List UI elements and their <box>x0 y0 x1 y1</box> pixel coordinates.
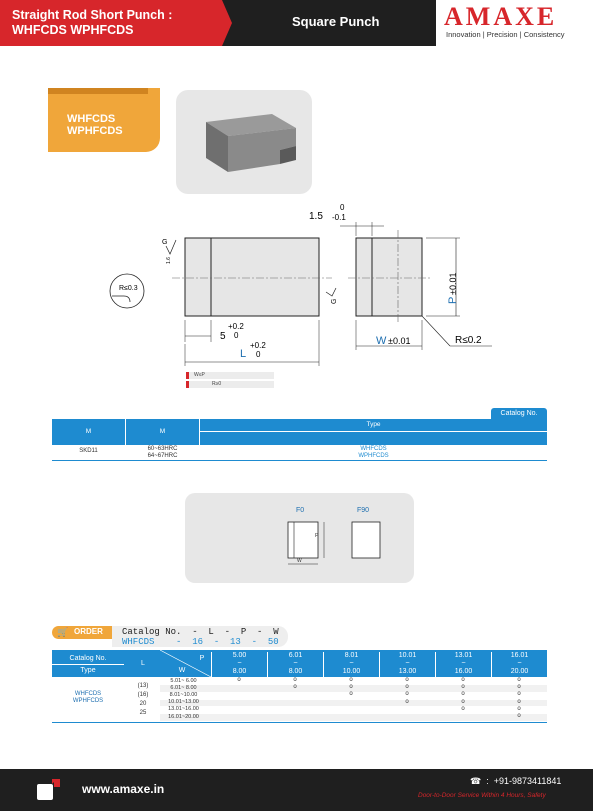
corner-diagonal <box>160 650 211 677</box>
w-range-cell: 13.01~16.00 <box>168 706 199 713</box>
dim-l-upper: +0.2 <box>250 341 266 350</box>
availability-mark: o <box>405 691 409 698</box>
p-range-tilde: ~ <box>349 660 354 667</box>
type-value-2: WPHFCDS <box>72 698 104 704</box>
legend-marker <box>186 381 189 388</box>
dim-5: 5 <box>220 331 226 342</box>
p-range-tilde: ~ <box>405 660 410 667</box>
form-w-label: W <box>297 558 302 564</box>
page-title <box>12 8 227 38</box>
l-value: 25 <box>139 710 147 716</box>
l-header: L <box>141 660 145 667</box>
w-header: W <box>178 667 186 674</box>
brand-logo: AMAXE <box>444 2 558 31</box>
hardness-value-1: 60~63HRC <box>147 446 178 452</box>
header-divider <box>200 431 547 432</box>
table-row <box>160 714 547 721</box>
availability-mark: o <box>461 677 465 683</box>
availability-mark: o <box>349 691 353 698</box>
type-value-2: WPHFCDS <box>358 453 389 459</box>
availability-mark: o <box>349 677 353 683</box>
product-photo <box>176 90 312 194</box>
type-header: Type <box>80 667 96 674</box>
availability-mark: o <box>461 684 465 691</box>
phone-number: +91-9873411841 <box>493 776 562 786</box>
radius-detail-label: R≤0.3 <box>119 285 138 292</box>
dim-p-tol: ±0.01 <box>448 272 458 295</box>
legend-row <box>186 381 274 388</box>
product-tag-line1: WHFCDS <box>67 113 116 125</box>
w-range-cell: 8.01~10.00 <box>169 691 198 698</box>
page-title-line2: WHFCDS WPHFCDS <box>12 23 134 37</box>
dim-1-5-upper: 0 <box>340 203 345 212</box>
w-range-cell: 6.01~ 8.00 <box>170 684 197 691</box>
p-range-from: 13.01 <box>454 652 473 659</box>
w-range-cell: 5.01~ 6.00 <box>170 677 197 684</box>
roughness-value: 1.6 <box>166 257 172 264</box>
w-range-cell: 16.01~20.00 <box>168 713 199 720</box>
header-divider <box>52 664 124 665</box>
type-col-header: Type <box>366 421 381 428</box>
form-f0-label: F0 <box>296 507 305 514</box>
hardness-col-header: M <box>159 428 166 435</box>
product-tag-accent <box>48 88 148 94</box>
type-value-1: WHFCDS <box>74 691 102 697</box>
p-range-tilde: ~ <box>517 660 522 667</box>
punch-illustration <box>176 90 312 194</box>
l-value: (13) <box>137 683 149 689</box>
hardness-value-2: 64~67HRC <box>147 453 178 459</box>
page-title-line1: Straight Rod Short Punch : <box>12 8 173 22</box>
availability-mark: o <box>293 677 297 683</box>
website-link[interactable]: www.amaxe.in <box>82 782 165 796</box>
p-range-from: 5.00 <box>232 652 247 659</box>
form-f90-label: F90 <box>357 507 370 514</box>
phone-icon: ☎ <box>470 776 482 786</box>
share-arrow-icon <box>36 776 62 802</box>
radius-label: R≤0.2 <box>455 335 482 346</box>
availability-mark: o <box>461 698 465 705</box>
order-label: ORDER <box>74 627 103 636</box>
p-range-to: 13.00 <box>398 668 417 675</box>
p-range-to: 8.00 <box>232 668 247 675</box>
dim-w: W <box>376 335 387 347</box>
type-value-1: WHFCDS <box>360 446 387 452</box>
material-col-header: M <box>85 428 92 435</box>
dim-1-5: 1.5 <box>309 211 323 222</box>
legend-text: W≤P <box>194 372 205 378</box>
availability-mark: o <box>349 684 353 691</box>
legend-row <box>186 372 274 379</box>
availability-mark: o <box>517 691 521 698</box>
availability-mark: o <box>293 684 297 691</box>
section-title: Square Punch <box>292 14 380 29</box>
p-range-to: 10.00 <box>342 668 361 675</box>
dim-5-upper: +0.2 <box>228 322 244 331</box>
legend-text: R≥0 <box>212 381 222 387</box>
p-range-header <box>267 652 323 677</box>
g-mark-top: G <box>162 239 168 246</box>
w-range-cell: 10.01~13.00 <box>168 699 199 706</box>
dim-1-5-lower: -0.1 <box>332 213 346 222</box>
l-value: (16) <box>137 692 149 698</box>
catalog-header: Catalog No. <box>69 655 107 662</box>
p-range-from: 6.01 <box>288 652 303 659</box>
availability-mark: o <box>517 713 521 719</box>
legend-box <box>186 372 274 388</box>
l-value: 20 <box>139 701 147 707</box>
dim-w-tol: ±0.01 <box>388 336 411 346</box>
product-tag-line2: WPHFCDS <box>67 125 123 137</box>
p-range-header <box>379 652 435 677</box>
catalog-tab: Catalog No. <box>491 408 547 419</box>
p-range-tilde: ~ <box>237 660 242 667</box>
p-range-header <box>323 652 379 677</box>
p-range-header <box>435 652 491 677</box>
availability-mark: o <box>461 705 465 712</box>
p-range-from: 8.01 <box>344 652 359 659</box>
availability-mark: o <box>517 705 521 712</box>
dim-5-lower: 0 <box>234 331 239 340</box>
dim-l: L <box>240 348 247 360</box>
availability-mark: o <box>517 684 521 691</box>
p-range-header <box>211 652 267 677</box>
g-mark-bottom: G <box>331 298 338 304</box>
technical-drawing <box>100 196 500 366</box>
p-range-to: 16.00 <box>454 668 473 675</box>
order-format: Catalog No. - L - P - W <box>122 627 279 637</box>
p-range-from: 10.01 <box>398 652 417 659</box>
dim-l-lower: 0 <box>256 350 261 359</box>
product-tag-text <box>67 113 123 137</box>
p-range-to: 20.00 <box>510 668 529 675</box>
dim-p: P <box>447 296 459 304</box>
form-p-label: P <box>315 533 319 539</box>
p-range-tilde: ~ <box>293 660 298 667</box>
availability-mark: o <box>405 684 409 691</box>
availability-mark: o <box>405 698 409 705</box>
availability-mark: o <box>237 677 241 683</box>
p-range-from: 16.01 <box>510 652 529 659</box>
p-range-header <box>491 652 547 677</box>
availability-mark: o <box>461 691 465 698</box>
brand-tagline: Innovation | Precision | Consistency <box>446 30 565 39</box>
p-header: P <box>199 655 205 662</box>
availability-mark: o <box>517 677 521 683</box>
material-value: SKD11 <box>79 448 98 454</box>
order-example: WHFCDS - 16 - 13 - 50 <box>122 637 279 647</box>
service-note: Door-to-Door Service Within 4 Hours, Safety <box>418 792 546 799</box>
p-range-tilde: ~ <box>461 660 466 667</box>
phone-contact[interactable]: ☎ : +91-9873411841 <box>470 776 562 786</box>
availability-mark: o <box>405 677 409 683</box>
availability-mark: o <box>517 698 521 705</box>
cart-icon: 🛒 <box>57 627 69 637</box>
p-range-to: 8.00 <box>288 668 303 675</box>
legend-marker <box>186 372 189 379</box>
